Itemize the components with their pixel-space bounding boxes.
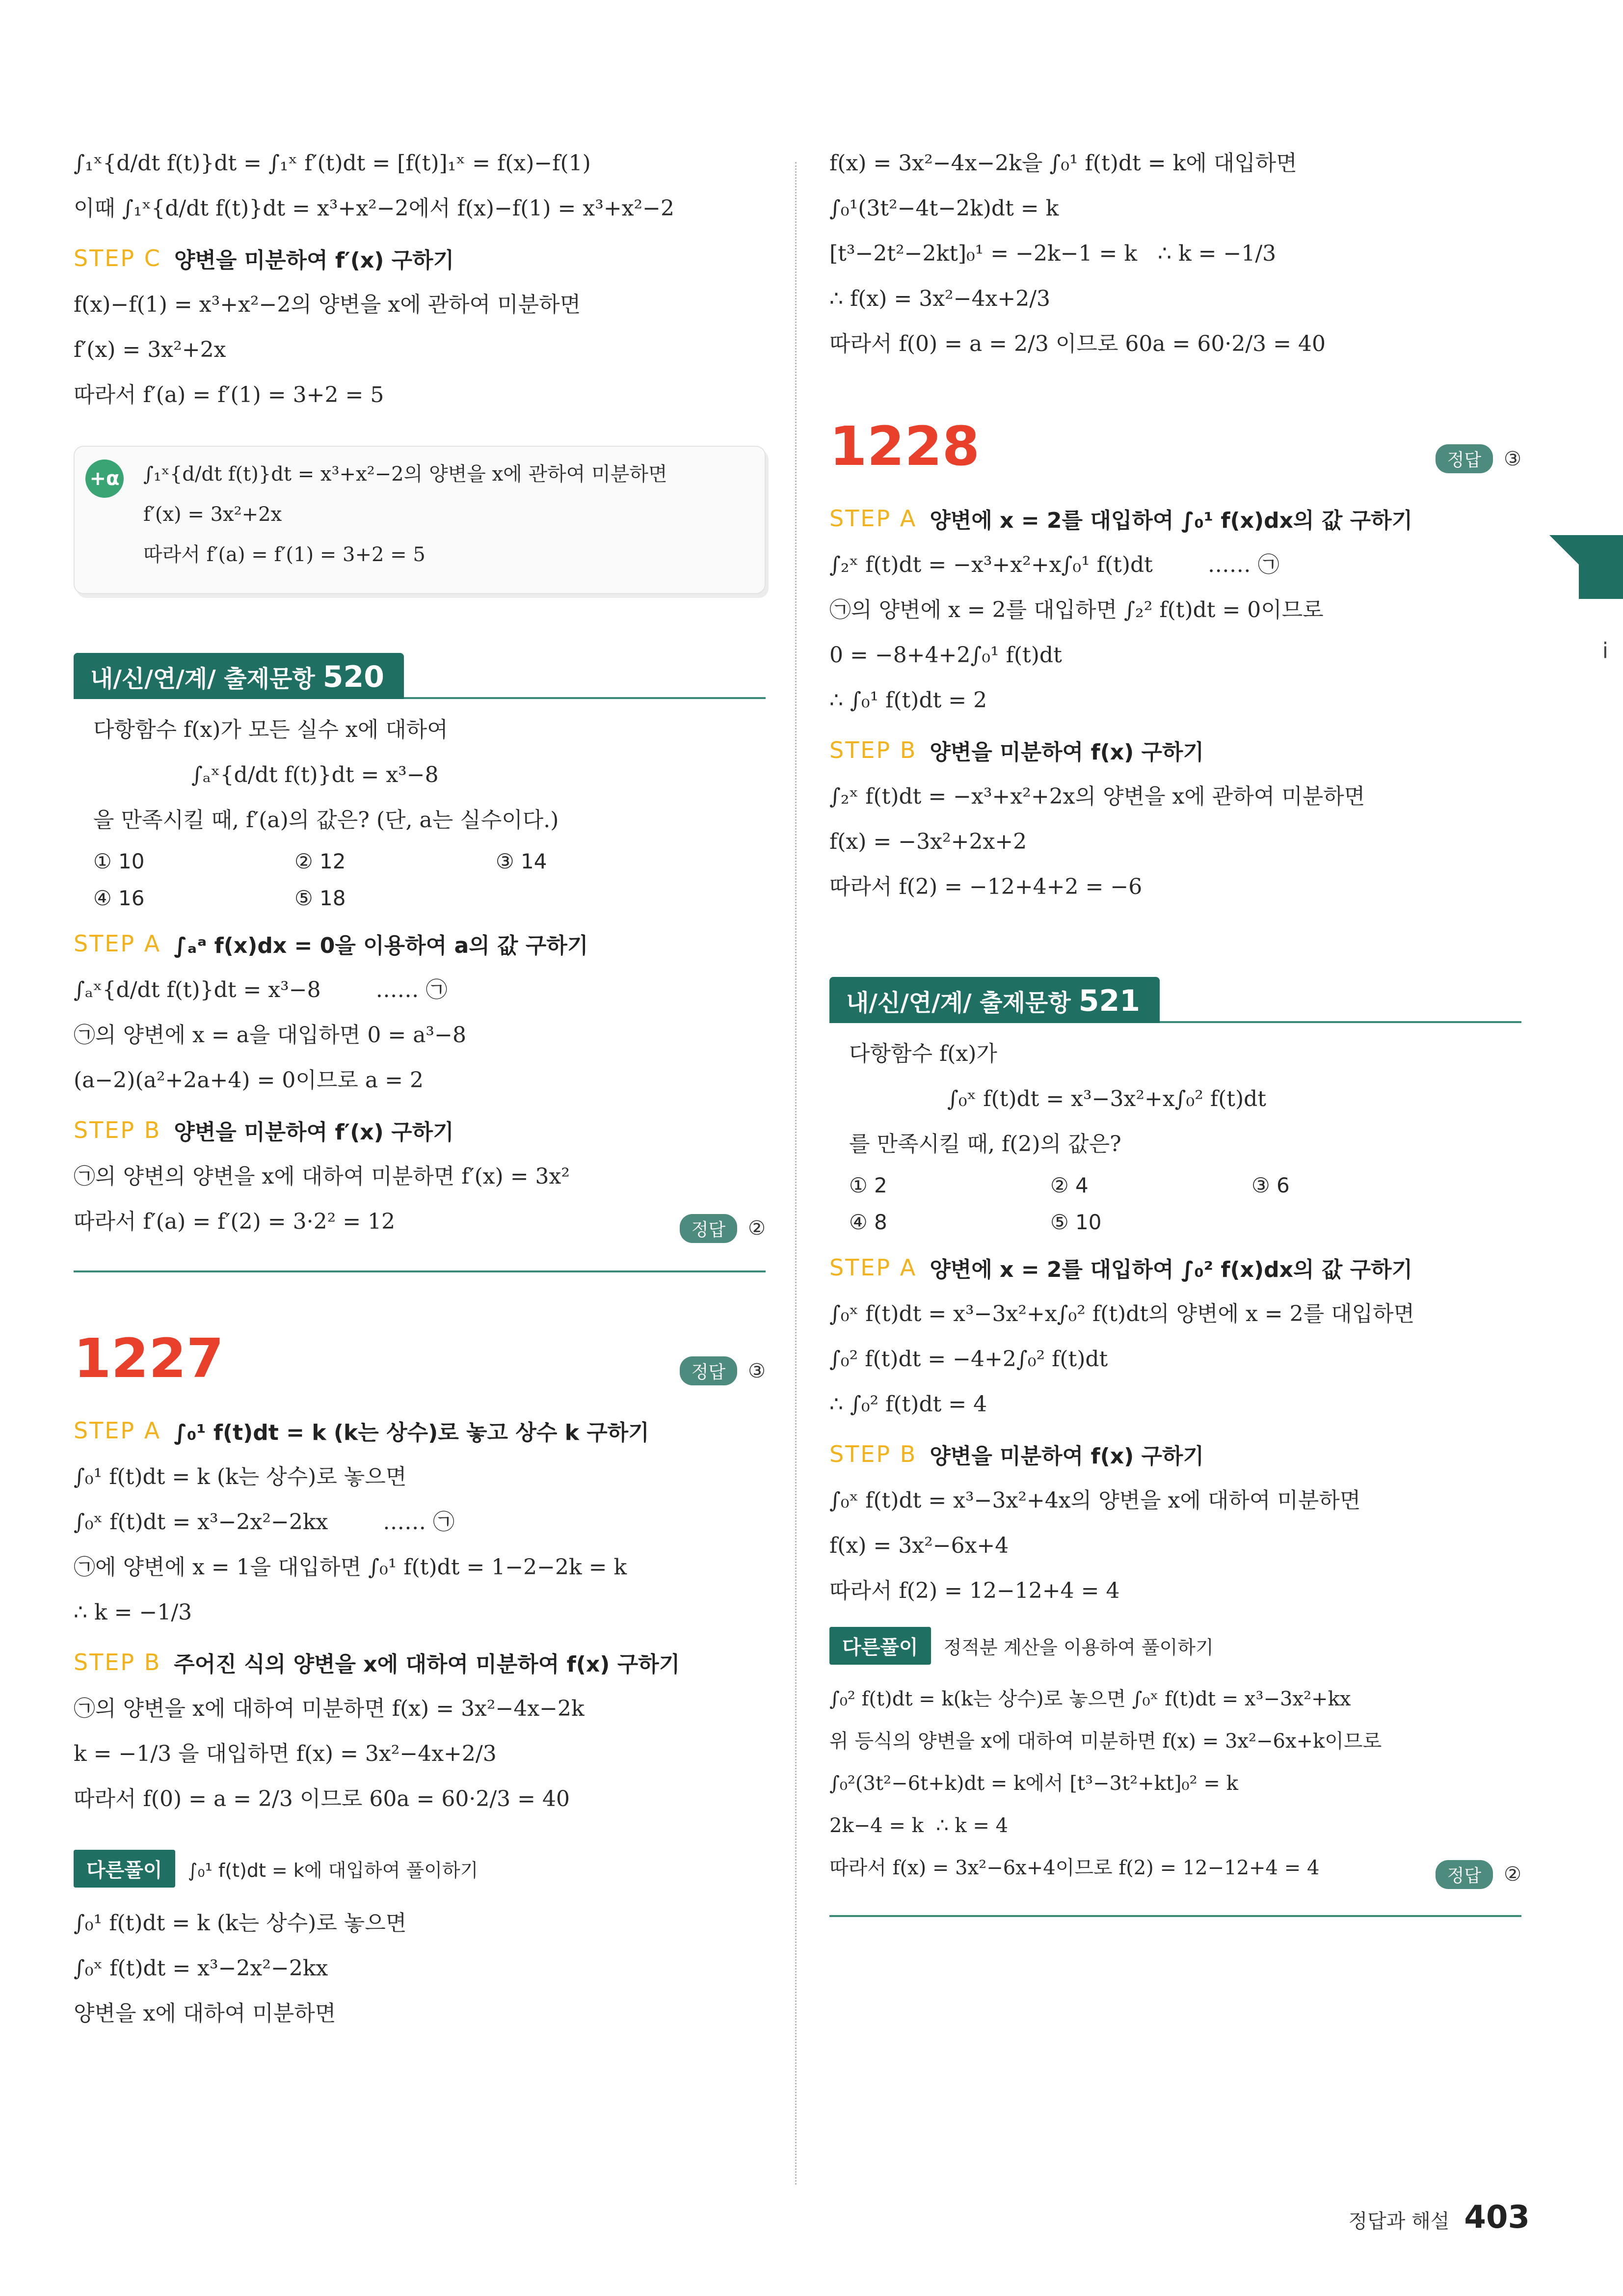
solution-line: f(x) = −3x²+2x+2 (829, 829, 1027, 854)
step-a-header (74, 1415, 766, 1446)
exam-521 (829, 977, 1521, 1937)
choice: ④ 16 (93, 886, 145, 910)
solution-line: 양변을 x에 대하여 미분하면 (74, 2001, 336, 2026)
answer-value: ② (1504, 1863, 1521, 1886)
exam-header (74, 653, 766, 699)
tip-box (74, 446, 766, 594)
problem-line: 다항함수 f(x)가 모든 실수 x에 대하여 (93, 717, 448, 742)
solution-line: 따라서 f(0) = a = 2/3 이므로 60a = 60·2/3 = 40 (829, 331, 1326, 356)
solution-line: ∫₀ˣ f(t)dt = x³−3x²+4x의 양변을 x에 대하여 미분하면 (829, 1488, 1361, 1513)
solution-line: f′(x) = 3x²+2x (74, 337, 226, 362)
solution-line: ㉠의 양변에 x = 2를 대입하면 ∫₂² f(t)dt = 0이므로 (829, 597, 1324, 622)
answer-value: ③ (748, 1359, 766, 1382)
problem-1227-header (74, 1327, 766, 1390)
choice: ① 2 (849, 1173, 887, 1197)
exam-tag (829, 977, 1160, 1023)
step-tag: STEP C (74, 245, 161, 271)
chapter-tab (1579, 535, 1623, 599)
solution-line: ∫ₐˣ{d/dt f(t)}dt = x³−8 …… ㉠ (74, 977, 448, 1002)
problem-line: 를 만족시킬 때, f(2)의 값은? (849, 1132, 1121, 1157)
solution-line: ∴ k = −1/3 (74, 1600, 192, 1625)
plus-alpha-icon: +α (85, 459, 124, 498)
step-tag: STEP B (74, 1649, 161, 1675)
exam-number: 521 (1078, 984, 1141, 1018)
step-tag: STEP B (829, 737, 917, 763)
problem-line: 다항함수 f(x)가 (849, 1041, 997, 1066)
step-b-header (74, 1114, 766, 1146)
solution-line: ∴ f(x) = 3x²−4x+2/3 (829, 286, 1051, 311)
step-tag: STEP B (829, 1441, 917, 1467)
step-title: 주어진 식의 양변을 x에 대하여 미분하여 f(x) 구하기 (174, 1652, 680, 1677)
solution-line: 따라서 f′(a) = f′(1) = 3+2 = 5 (74, 382, 384, 407)
solution-line: ∫₀¹(3t²−4t−2k)dt = k (829, 196, 1059, 221)
step-b-header (74, 1647, 766, 1678)
answer-value: ② (748, 1217, 766, 1240)
alt-tag: 다른풀이 (74, 1850, 175, 1888)
solution-line: 따라서 f(0) = a = 2/3 이므로 60a = 60·2/3 = 40 (74, 1786, 570, 1811)
exam-520 (74, 653, 766, 1272)
solution-line: ∴ ∫₀² f(t)dt = 4 (829, 1392, 987, 1417)
column-divider (795, 162, 797, 2185)
step-title: 양변을 미분하여 f(x) 구하기 (930, 740, 1204, 765)
solution-line: 0 = −8+4+2∫₀¹ f(t)dt (829, 643, 1062, 668)
solution-line: ∫₂ˣ f(t)dt = −x³+x²+x∫₀¹ f(t)dt …… ㉠ (829, 552, 1279, 577)
exam-tag (74, 653, 404, 699)
right-column (829, 147, 1521, 1937)
solution-line: ㉠의 양변을 x에 대하여 미분하면 f(x) = 3x²−4x−2k (74, 1696, 585, 1721)
problem-1228-header (829, 415, 1521, 478)
solution-line: f(x)−f(1) = x³+x²−2의 양변을 x에 관하여 미분하면 (74, 292, 581, 317)
answer-row (74, 1206, 766, 1251)
solution-line: ㉠에 양변에 x = 1을 대입하면 ∫₀¹ f(t)dt = 1−2−2k = k (74, 1555, 627, 1580)
solution-line: 위 등식의 양변을 x에 대하여 미분하면 f(x) = 3x²−6x+k이므로 (829, 1730, 1382, 1753)
step-c-header (74, 243, 766, 274)
step-title: 양변을 미분하여 f′(x) 구하기 (174, 248, 454, 273)
choice: ③ 6 (1251, 1173, 1290, 1197)
answer-badge: 정답 (1436, 444, 1493, 473)
solution-line: f(x) = 3x²−6x+4 (829, 1533, 1009, 1558)
solution-line: ∫₂ˣ f(t)dt = −x³+x²+2x의 양변을 x에 관하여 미분하면 (829, 784, 1365, 809)
problem-line: 을 만족시킬 때, f′(a)의 값은? (단, a는 실수이다.) (93, 808, 559, 833)
alt-title: 정적분 계산을 이용하여 풀이하기 (943, 1637, 1214, 1658)
alt-solution-header (829, 1627, 1521, 1665)
choice: ② 4 (1050, 1173, 1089, 1197)
choice: ① 10 (93, 849, 145, 873)
step-tag: STEP A (829, 505, 917, 532)
solution-line: [t³−2t²−2kt]₀¹ = −2k−1 = k ∴ k = −1/3 (829, 241, 1277, 266)
solution-line: ∫₀ˣ f(t)dt = x³−2x²−2kx (74, 1956, 328, 1981)
step-title: 양변에 x = 2를 대입하여 ∫₀¹ f(x)dx의 값 구하기 (930, 508, 1413, 533)
solution-line: ∫₀² f(t)dt = k(k는 상수)로 놓으면 ∫₀ˣ f(t)dt = x³−3x²+kx (829, 1688, 1351, 1710)
step-b-header (829, 734, 1521, 766)
solution-line: ∫₀¹ f(t)dt = k (k는 상수)로 놓으면 (74, 1911, 407, 1936)
solution-line: ∫₀² f(t)dt = −4+2∫₀² f(t)dt (829, 1347, 1108, 1372)
tip-line: f′(x) = 3x²+2x (143, 503, 282, 526)
solution-line: 따라서 f(x) = 3x²−6x+4이므로 f(2) = 12−12+4 = 4 (829, 1857, 1320, 1879)
choice: ③ 14 (496, 849, 547, 873)
step-tag: STEP B (74, 1117, 161, 1143)
solution-line: 따라서 f(2) = −12+4+2 = −6 (829, 874, 1143, 899)
left-column (74, 147, 766, 2043)
answer-badge: 정답 (680, 1356, 738, 1385)
intro-line: ∫₁ˣ{d/dt f(t)}dt = ∫₁ˣ f′(t)dt = [f(t)]₁ˣ = f(x)−f(1) (74, 151, 591, 176)
answer-value: ③ (1504, 447, 1521, 470)
exam-tag-label: 내/신/연/계/ 출제문항 (90, 665, 315, 693)
choice: ④ 8 (849, 1210, 887, 1234)
solution-line: ㉠의 양변의 양변을 x에 대하여 미분하면 f′(x) = 3x² (74, 1164, 570, 1189)
choices (93, 849, 766, 910)
step-title: ∫ₐᵃ f(x)dx = 0을 이용하여 a의 값 구하기 (174, 933, 588, 958)
problem-line: ∫ₐˣ{d/dt f(t)}dt = x³−8 (191, 762, 439, 787)
alt-title: ∫₀¹ f(t)dt = k에 대입하여 풀이하기 (187, 1860, 479, 1881)
solution-line: ㉠의 양변에 x = a을 대입하면 0 = a³−8 (74, 1023, 466, 1048)
page-number: 403 (1464, 2199, 1530, 2236)
solution-line: 2k−4 = k ∴ k = 4 (829, 1814, 1009, 1837)
solution-line: (a−2)(a²+2a+4) = 0이므로 a = 2 (74, 1068, 424, 1093)
solution-line: ∫₀ˣ f(t)dt = x³−3x²+x∫₀² f(t)dt의 양변에 x = 2를 대입하면 (829, 1301, 1415, 1326)
step-title: 양변에 x = 2를 대입하여 ∫₀² f(x)dx의 값 구하기 (930, 1257, 1413, 1282)
alt-tag: 다른풀이 (829, 1627, 931, 1665)
answer-badge: 정답 (680, 1214, 738, 1243)
tip-line: 따라서 f′(a) = f′(1) = 3+2 = 5 (143, 543, 426, 566)
step-title: 양변을 미분하여 f′(x) 구하기 (174, 1120, 454, 1145)
problem-line: ∫₀ˣ f(t)dt = x³−3x²+x∫₀² f(t)dt (947, 1086, 1266, 1111)
exam-tag-label: 내/신/연/계/ 출제문항 (846, 989, 1071, 1017)
page-footer (1348, 2199, 1530, 2236)
step-title: 양변을 미분하여 f(x) 구하기 (930, 1444, 1204, 1469)
step-title: ∫₀¹ f(t)dt = k (k는 상수)로 놓고 상수 k 구하기 (174, 1420, 649, 1445)
answer (1436, 444, 1521, 473)
alt-solution-header (74, 1850, 766, 1888)
choice: ⑤ 18 (294, 886, 346, 910)
answer-row (829, 1853, 1521, 1895)
exam-number: 520 (322, 660, 385, 694)
answer-badge: 정답 (1436, 1860, 1493, 1889)
problem-number: 1228 (829, 415, 980, 478)
tip-line: ∫₁ˣ{d/dt f(t)}dt = x³+x²−2의 양변을 x에 관하여 미분하면 (143, 463, 667, 486)
side-mark: i (1602, 638, 1608, 663)
step-tag: STEP A (74, 930, 161, 957)
problem-number: 1227 (74, 1327, 224, 1390)
intro-line: 이때 ∫₁ˣ{d/dt f(t)}dt = x³+x²−2에서 f(x)−f(1) = x³+x²−2 (74, 196, 675, 221)
footer-label: 정답과 해설 (1348, 2210, 1450, 2233)
section-rule (829, 1915, 1521, 1917)
solution-line: 따라서 f(2) = 12−12+4 = 4 (829, 1578, 1120, 1603)
step-a-header (829, 503, 1521, 534)
solution-line: f(x) = 3x²−4x−2k을 ∫₀¹ f(t)dt = k에 대입하면 (829, 151, 1297, 176)
choice: ⑤ 10 (1050, 1210, 1102, 1234)
step-a-header (74, 928, 766, 959)
solution-line: 따라서 f′(a) = f′(2) = 3·2² = 12 (74, 1209, 396, 1234)
choices (849, 1173, 1521, 1234)
step-a-header (829, 1252, 1521, 1283)
solution-line: k = −1/3 을 대입하면 f(x) = 3x²−4x+2/3 (74, 1741, 497, 1766)
step-tag: STEP A (829, 1254, 917, 1281)
solution-line: ∴ ∫₀¹ f(t)dt = 2 (829, 688, 987, 713)
choice: ② 12 (294, 849, 346, 873)
step-b-header (829, 1438, 1521, 1470)
solution-line: ∫₀ˣ f(t)dt = x³−2x²−2kx …… ㉠ (74, 1510, 455, 1535)
solution-line: ∫₀²(3t²−6t+k)dt = k에서 [t³−3t²+kt]₀² = k (829, 1772, 1238, 1795)
step-tag: STEP A (74, 1417, 161, 1444)
exam-header (829, 977, 1521, 1023)
solution-line: ∫₀¹ f(t)dt = k (k는 상수)로 놓으면 (74, 1464, 407, 1489)
answer (680, 1356, 766, 1385)
